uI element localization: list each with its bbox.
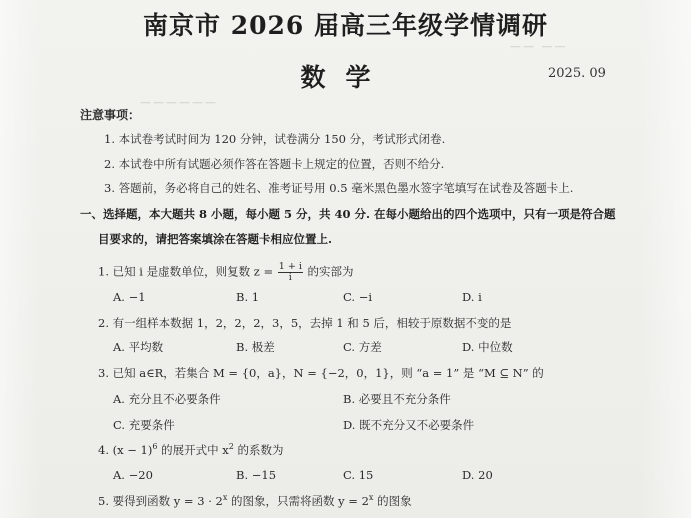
question-3-option-c: C. 充要条件 (113, 418, 175, 432)
question-1-option-b: B. 1 (236, 290, 260, 304)
question-1-stem (98, 262, 354, 283)
question-1-fraction (278, 262, 303, 283)
section1-instructions-line1: 一、选择题，本大题共 8 小题，每小题 5 分，共 40 分. 在每小题给出的四个选项中，只有一项是符合题 (80, 207, 616, 221)
fraction-denominator: i (288, 272, 292, 283)
notice-item-2: 2. 本试卷中所有试题必须作答在答题卡上规定的位置，否则不给分. (104, 157, 445, 171)
question-2-option-c: C. 方差 (343, 340, 382, 354)
question-3-option-a: A. 充分且不必要条件 (113, 392, 221, 406)
question-4-stem (98, 442, 284, 458)
question-4-option-a: A. −20 (113, 468, 153, 482)
question-4-option-b: B. −15 (236, 468, 277, 482)
bleed-through-text: —————— (140, 96, 218, 109)
question-5-exponent-1: x (222, 493, 228, 503)
question-1-option-c: C. −i (343, 290, 373, 304)
question-4-text-b: 的展开式中 x (157, 443, 229, 457)
question-4-text-a: 4. (x − 1) (98, 443, 153, 457)
question-3-stem: 3. 已知 a∈R，若集合 M = {0，a}，N = {−2，0，1}，则 “a = 1” 是 “M ⊆ N” 的 (98, 366, 544, 380)
question-1-text-b: 的实部为 (307, 264, 354, 279)
question-3-option-d: D. 既不充分又不必要条件 (343, 418, 475, 432)
question-4-text-c: 的系数为 (233, 443, 284, 457)
lighting-overlay-left (0, 0, 40, 518)
lighting-overlay-right (641, 0, 691, 518)
question-2-option-a: A. 平均数 (113, 340, 164, 354)
question-4-option-d: D. 20 (462, 468, 493, 482)
question-5-exponent-2: x (368, 493, 374, 503)
question-1-option-a: A. −1 (113, 290, 146, 304)
question-4-exponent-2: 2 (228, 442, 234, 452)
bleed-through-text: —— —— (510, 40, 568, 53)
notice-heading: 注意事项： (80, 108, 141, 122)
exam-date: 2025. 09 (548, 66, 606, 81)
question-1-text-a: 1. 已知 i 是虚数单位，则复数 z = (98, 264, 274, 279)
question-2-option-b: B. 极差 (236, 340, 275, 354)
question-4-option-c: C. 15 (343, 468, 374, 482)
question-2-stem: 2. 有一组样本数据 1，2，2，2，3，5，去掉 1 和 5 后，相较于原数据不变的是 (98, 316, 512, 330)
notice-item-3: 3. 答题前，务必将自己的姓名、准考证号用 0.5 毫米黑色墨水签字笔填写在试卷及答题卡上. (104, 181, 574, 195)
question-3-option-b: B. 必要且不充分条件 (343, 392, 451, 406)
exam-title: 南京市 2026 届高三年级学情调研 (143, 11, 548, 40)
section1-instructions-line2: 目要求的，请把答案填涂在答题卡相应位置上. (98, 232, 333, 246)
question-5-text-a: 5. 要得到函数 y = 3 · 2 (98, 494, 223, 508)
question-2-option-d: D. 中位数 (462, 340, 513, 354)
question-4-exponent: 6 (152, 442, 158, 452)
question-5-text-b: 的图象，只需将函数 y = 2 (227, 494, 369, 508)
fraction-numerator: 1 + i (278, 261, 302, 272)
notice-item-1: 1. 本试卷考试时间为 120 分钟，试卷满分 150 分，考试形式闭卷. (104, 132, 446, 146)
question-5-stem (98, 493, 412, 509)
question-5-text-c: 的图象 (373, 494, 412, 508)
question-1-option-d: D. i (462, 290, 482, 304)
exam-subject: 数学 (300, 63, 391, 92)
